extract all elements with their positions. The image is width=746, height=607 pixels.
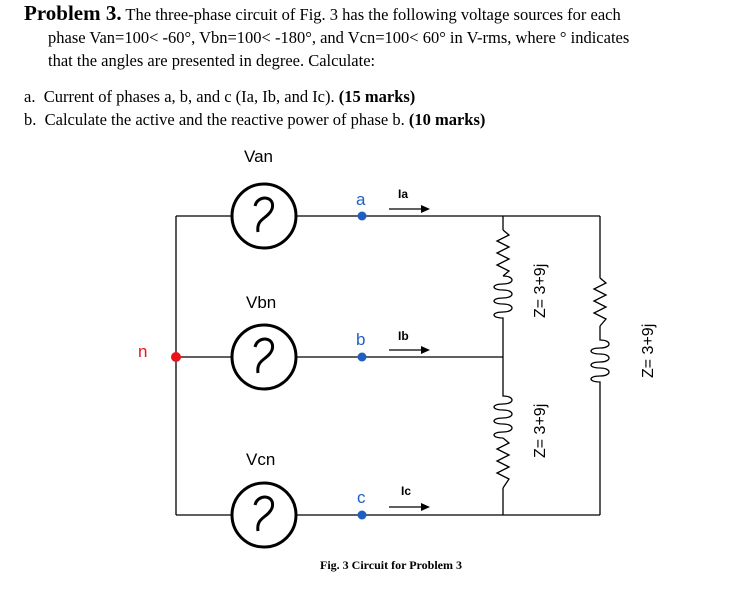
source-vcn-label: Vcn — [246, 450, 276, 469]
impedance-right — [591, 278, 609, 408]
impedance-right-label: Z= 3+9j — [640, 323, 657, 378]
source-van-label: Van — [244, 147, 273, 166]
current-arrows — [389, 209, 424, 507]
question-a-prefix: a. — [24, 87, 36, 106]
resistor-icon — [497, 438, 509, 488]
resistor-icon — [594, 278, 606, 326]
current-ia-label: Ia — [398, 187, 409, 201]
question-b-marks: (10 marks) — [408, 110, 486, 129]
problem-line-3: that the angles are presented in degree. Calculate: — [48, 51, 376, 70]
node-c-dot — [358, 511, 367, 520]
source-van-circle — [232, 184, 296, 248]
arrowhead-icon — [421, 503, 430, 511]
resistor-icon — [497, 230, 509, 276]
problem-line-2: phase Van=100< -60°, Vbn=100< -180°, and Vcn=100< 60° in V-rms, where ° indicates — [48, 28, 630, 47]
impedance-bottom — [494, 372, 512, 488]
question-a-marks: (15 marks) — [338, 87, 416, 106]
problem-title: Problem 3. — [24, 1, 122, 25]
source-vcn-circle — [232, 483, 296, 547]
node-b-label: b — [356, 330, 366, 349]
problem-line-1: The three-phase circuit of Fig. 3 has the following voltage sources for each — [121, 5, 621, 24]
source-vbn — [232, 325, 296, 389]
impedance-bottom-label: Z= 3+9j — [532, 403, 549, 458]
source-vbn-label: Vbn — [246, 293, 277, 312]
question-a-text: Current of phases a, b, and c (Ia, Ib, and Ic). — [43, 87, 339, 106]
inductor-icon — [494, 372, 512, 438]
impedance-top — [494, 230, 512, 342]
source-van — [232, 184, 296, 248]
node-n-dot — [171, 352, 181, 362]
node-b-dot — [358, 353, 367, 362]
inductor-icon — [591, 326, 609, 408]
current-ib-label: Ib — [398, 329, 409, 343]
node-a-label: a — [356, 190, 366, 209]
source-vbn-circle — [232, 325, 296, 389]
inductor-icon — [494, 276, 512, 342]
arrowhead-icon — [421, 205, 430, 213]
impedance-top-label: Z= 3+9j — [532, 263, 549, 318]
node-a-dot — [358, 212, 367, 221]
node-c-label: c — [357, 488, 366, 507]
arrowhead-icon — [421, 346, 430, 354]
question-b-text: Calculate the active and the reactive power of phase b. — [44, 110, 409, 129]
current-ic-label: Ic — [401, 484, 412, 498]
figure-caption: Fig. 3 Circuit for Problem 3 — [320, 558, 462, 572]
question-b-prefix: b. — [24, 110, 37, 129]
node-n-label: n — [138, 342, 148, 361]
source-vcn — [232, 483, 296, 547]
